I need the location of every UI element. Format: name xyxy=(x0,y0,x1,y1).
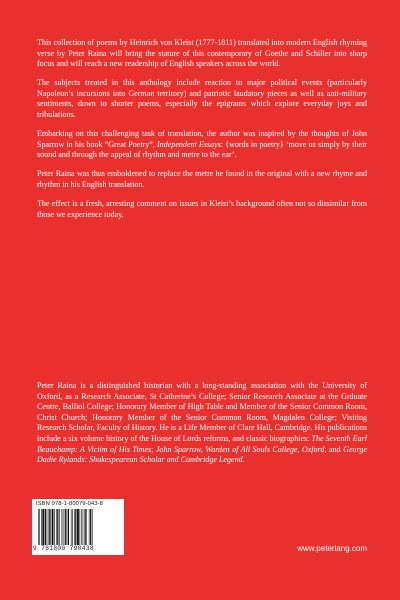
barcode-bar xyxy=(80,509,81,545)
barcode-bar xyxy=(39,509,40,545)
bio-sep-1: ; xyxy=(151,444,156,454)
barcode-bar xyxy=(47,509,48,545)
barcode-bar xyxy=(42,509,44,545)
barcode-bar xyxy=(65,509,66,545)
barcode-bar xyxy=(67,509,68,545)
bio-book-2: John Sparrow, Warden of All Souls College, Oxford xyxy=(155,444,325,454)
barcode-digits: 9 781800 790438 xyxy=(33,545,94,552)
barcode-bar xyxy=(83,509,84,545)
barcode-bar xyxy=(92,509,93,545)
blurb-paragraph-4: Peter Raina was thus emboldened to replace the metre he found in the original with a new rhyme and rhythm in his English translation. xyxy=(37,169,367,190)
barcode-bar xyxy=(74,509,75,545)
blurb-p3-text-a: Embarking on this challenging task of translation, the author was inspired by the thoughts of John Sparrow in his book “Great Poetry”, xyxy=(37,129,367,149)
barcode-bar xyxy=(86,509,87,545)
blurb-p3-text-c: : {words in poetry} ‘move us simply by their sound and through the appeal of rhythm and metre to the ear’. xyxy=(37,139,367,160)
barcode-bar xyxy=(89,509,90,545)
blurb-paragraph-2: The subjects treated in this anthology include reaction to major political events (particularly Napoleon’s incursions into German territory) and patriotic laudatory pieces as well as anti-military sentiments, down to shorter poems, especially the epigrams which explore everyday joys and tribulations. xyxy=(37,78,367,120)
blurb-text xyxy=(37,38,367,229)
publisher-url: www.peterlang.com xyxy=(297,544,367,553)
bio-book-3: George Dadie Rylands: Shakespearean Scholar and Cambridge Legend xyxy=(37,444,368,465)
barcode-bar xyxy=(45,509,46,545)
barcode-bar xyxy=(75,509,76,545)
barcode-bar xyxy=(59,509,60,545)
blurb-paragraph-5: The effect is a fresh, arresting comment on issues in Kleist’s background often not so dissimilar from those we experience today. xyxy=(37,199,367,219)
barcode-bar xyxy=(38,509,39,545)
barcode-bar xyxy=(85,509,86,545)
blurb-paragraph-3 xyxy=(37,129,367,161)
barcode-bar xyxy=(63,509,64,545)
barcode-bar xyxy=(72,509,73,545)
bio-book-1: The Seventh Earl Beauchamp: A Victim of His Times xyxy=(37,433,367,454)
barcode-bar xyxy=(52,509,54,545)
author-bio-paragraph xyxy=(37,381,367,466)
barcode-bar xyxy=(68,509,69,545)
barcode-bar xyxy=(54,509,55,545)
barcode-bar xyxy=(71,509,72,545)
blurb-p3-book-title: Independent Essays xyxy=(157,139,221,149)
barcode-bar xyxy=(41,509,42,545)
barcode-bar xyxy=(50,509,51,545)
author-bio xyxy=(37,381,367,466)
barcode-bar xyxy=(56,509,57,545)
barcode-bars xyxy=(38,509,118,545)
isbn-barcode xyxy=(32,499,124,555)
bio-sep-2: ; and xyxy=(324,444,344,454)
barcode-bar xyxy=(57,509,58,545)
barcode-bar xyxy=(77,509,79,545)
barcode-bar xyxy=(62,509,63,545)
isbn-label: ISBN 978-1-80079-043-8 xyxy=(36,501,103,507)
barcode-bar xyxy=(81,509,82,545)
bio-end: . xyxy=(242,455,245,465)
barcode-bar xyxy=(90,509,91,545)
bio-text-a: Peter Raina is a distinguished historian with a long-standing association with the University of Oxford, as a Research Associate, St Catherine’s College; Senior Research Associate at the Grduate Centre, Balliol College; Honorary Member of High Table and Member of the Senior Common Room, Christ Church; Honorary Member of the Senior Common Room, Magdalen College; Visiting Research Scholar, Faculty of History. He is a Life Member of Clare Hall, Cambridge. His publications include a six volume history of the House of Lords reforms, and classic biographies: xyxy=(37,381,367,443)
barcode-bar xyxy=(49,509,50,545)
blurb-paragraph-1: This collection of poems by Heinrich von Kleist (1777-1811) translated into modern English rhyming verse by Peter Raina will bring the stature of this contemporary of Goethe and Schiller into sharp focus and will reach a new readership of English speakers across the world. xyxy=(37,38,367,69)
